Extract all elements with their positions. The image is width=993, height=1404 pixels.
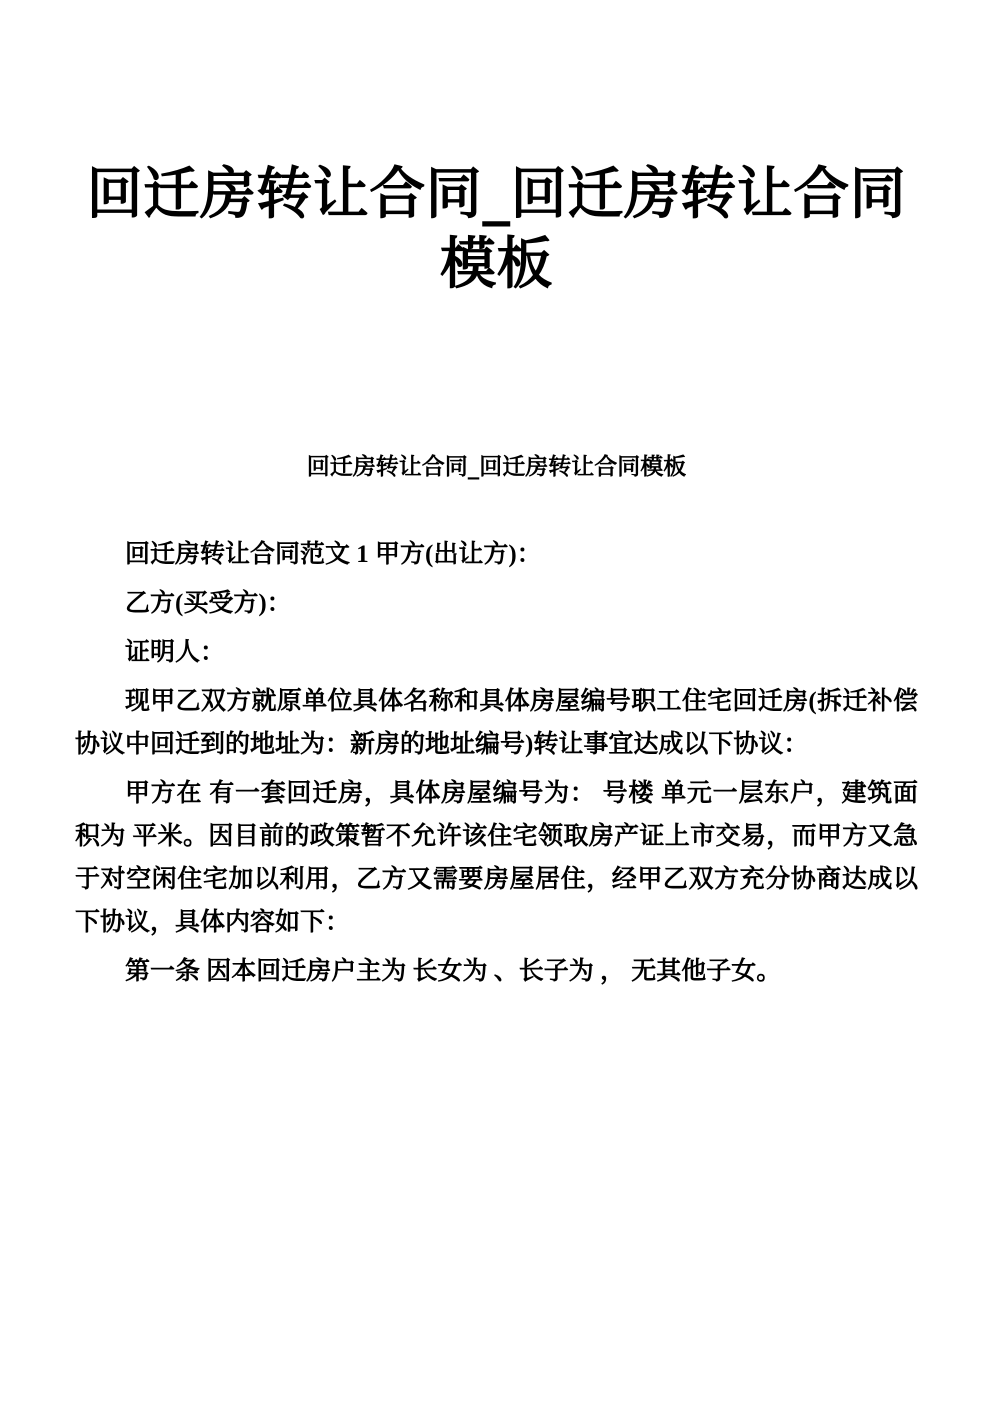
paragraph-2: 乙方(买受方)： xyxy=(125,590,292,617)
document-body xyxy=(75,481,918,993)
document-subtitle: 回迁房转让合同_回迁房转让合同模板 xyxy=(306,454,687,480)
paragraph-5: 甲方在 有一套回迁房，具体房屋编号为： 号楼 单元一层东户，建筑面积为 平米。因目前的政策暂不允许该住宅领取房产证上市交易，而甲方又急于对空闲住宅加以利用，乙方又需要房屋居住，经甲乙双方充分协商达成以下协议，具体内容如下： xyxy=(75,780,918,936)
paragraph-3: 证明人： xyxy=(125,639,226,666)
paragraph-1: 回迁房转让合同范文 1 甲方(出让方)： xyxy=(125,541,542,568)
paragraph-6: 第一条 因本回迁房户主为 长女为 、长子为 ， 无其他子女。 xyxy=(125,958,782,985)
paragraph-4: 现甲乙双方就原单位具体名称和具体房屋编号职工住宅回迁房(拆迁补偿协议中回迁到的地址为：新房的地址编号)转让事宜达成以下协议： xyxy=(75,688,918,758)
page-title: 回迁房转让合同_回迁房转让合同模板 xyxy=(86,162,907,297)
